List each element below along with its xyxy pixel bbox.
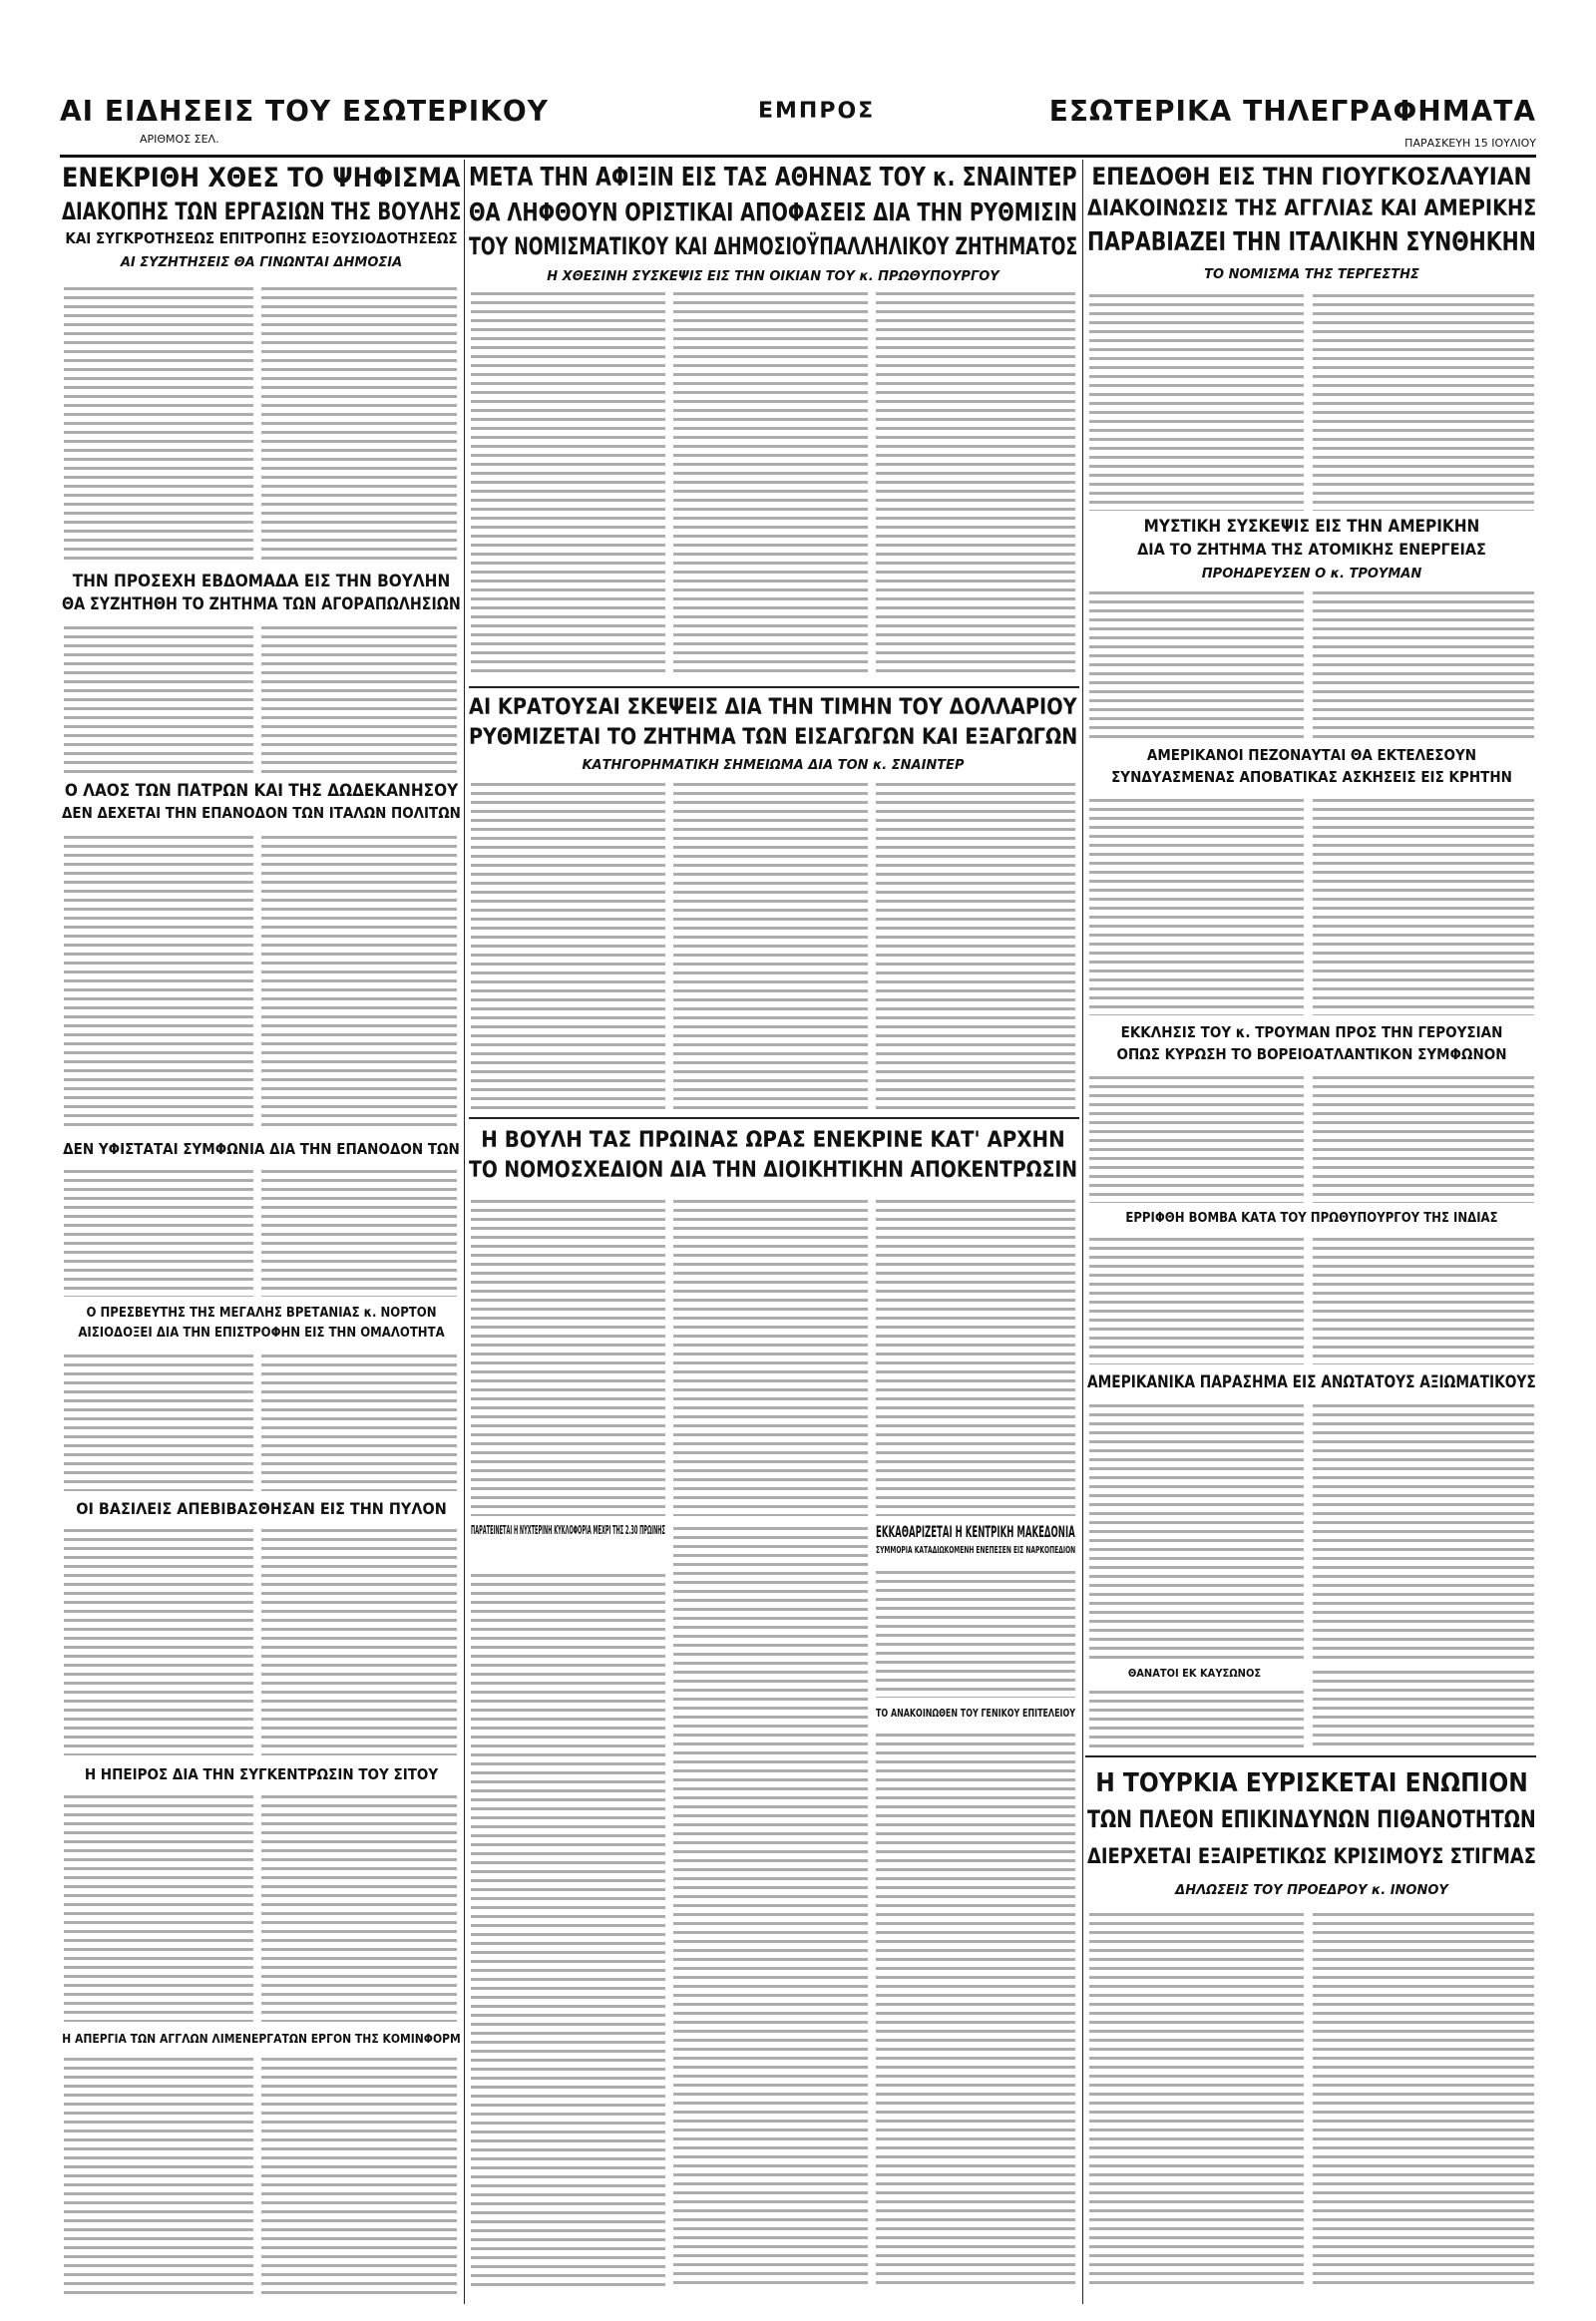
article-text <box>471 289 665 678</box>
headline-5b: ΡΥΘΜΙΖΕΤΑΙ ΤΟ ΖΗΤΗΜΑ ΤΩΝ ΕΙΣΑΓΩΓΩΝ ΚΑΙ ΕΞΑΓΩΓΩΝ <box>469 725 1078 750</box>
headline-8b: ΣΥΝΔΥΑΣΜΕΝΑΣ ΑΠΟΒΑΤΙΚΑΣ ΑΣΚΗΣΕΙΣ ΕΙΣ ΚΡΗΤΗΝ <box>1111 768 1512 786</box>
article-text <box>1313 1073 1534 1203</box>
article-text <box>1313 796 1534 1015</box>
headline-2b: ΘΑ ΛΗΦΘΟΥΝ ΟΡΙΣΤΙΚΑΙ ΑΠΟΦΑΣΕΙΣ ΔΙΑ ΤΗΝ ΡΥΘΜΙΣΙΝ <box>469 197 1078 226</box>
article-text <box>1313 1401 1534 1661</box>
headline-13b: ΑΙΣΙΟΔΟΞΕΙ ΔΙΑ ΤΗΝ ΕΠΙΣΤΡΟΦΗΝ ΕΙΣ ΤΗΝ ΟΜΑΛΟΤΗΤΑ <box>78 1326 445 1341</box>
masthead-rule <box>60 155 1536 158</box>
headline-4b: ΘΑ ΣΥΖΗΤΗΘΗ ΤΟ ΖΗΤΗΜΑ ΤΩΝ ΑΓΟΡΑΠΩΛΗΣΙΩΝ <box>62 594 461 614</box>
headline-20: Η ΤΟΥΡΚΙΑ ΕΥΡΙΣΚΕΤΑΙ ΕΝΩΠΙΟΝ <box>1095 1768 1528 1798</box>
article-text <box>261 833 457 1132</box>
article-text <box>261 1792 457 2022</box>
headline-6: ΜΥΣΤΙΚΗ ΣΥΣΚΕΨΙΣ ΕΙΣ ΤΗΝ ΑΜΕΡΙΚΗΝ <box>1143 517 1480 537</box>
headline-17: Η ΗΠΕΙΡΟΣ ΔΙΑ ΤΗΝ ΣΥΓΚΕΝΤΡΩΣΙΝ ΤΟΥ ΣΙΤΟΥ <box>84 1765 439 1783</box>
article-text <box>876 1731 1075 2289</box>
headline-12: ΕΡΡΙΦΘΗ ΒΟΜΒΑ ΚΑΤΑ ΤΟΥ ΠΡΩΘΥΠΟΥΡΓΟΥ ΤΗΣ ΙΝΔΙΑΣ <box>1125 1211 1498 1226</box>
article-text <box>1313 1910 1534 2289</box>
headline-3: ΕΠΕΔΟΘΗ ΕΙΣ ΤΗΝ ΓΙΟΥΓΚΟΣΛΑΥΙΑΝ <box>1091 163 1532 191</box>
article-text <box>876 289 1075 678</box>
subhead-3: ΤΟ ΝΟΜΙΣΜΑ ΤΗΣ ΤΕΡΓΕΣΤΗΣ <box>1204 267 1419 282</box>
subhead-20: ΔΗΛΩΣΕΙΣ ΤΟΥ ΠΡΟΕΔΡΟΥ κ. ΙΝΟΝΟΥ <box>1175 1883 1448 1898</box>
article-text <box>1313 588 1534 738</box>
article-text <box>471 780 665 1109</box>
headline-20b: ΤΩΝ ΠΛΕΟΝ ΕΠΙΚΙΝΔΥΝΩΝ ΠΙΘΑΝΟΤΗΤΩΝ <box>1087 1805 1536 1833</box>
article-text <box>471 1197 665 1516</box>
column-divider <box>1082 160 1083 2304</box>
column-divider <box>464 160 465 2304</box>
headline-2c: ΤΟΥ ΝΟΜΙΣΜΑΤΙΚΟΥ ΚΑΙ ΔΗΜΟΣΙΟΫΠΑΛΛΗΛΙΚΟΥ ΖΗΤΗΜΑΤΟΣ <box>469 232 1078 260</box>
article-text <box>876 780 1075 1109</box>
headline-8: ΑΜΕΡΙΚΑΝΟΙ ΠΕΖΟΝΑΥΤΑΙ ΘΑ ΕΚΤΕΛΕΣΟΥΝ <box>1146 746 1477 764</box>
headline-1b: ΔΙΑΚΟΠΗΣ ΤΩΝ ΕΡΓΑΣΙΩΝ ΤΗΣ ΒΟΥΛΗΣ <box>62 197 462 225</box>
headline-16: ΕΚΚΑΘΑΡΙΖΕΤΑΙ Η ΚΕΝΤΡΙΚΗ ΜΑΚΕΔΟΝΙΑ <box>876 1522 1075 1541</box>
issue-date: ΠΑΡΑΣΚΕΥΗ 15 ΙΟΥΛΙΟΥ <box>1404 137 1536 150</box>
headline-1: ΕΝΕΚΡΙΘΗ ΧΘΕΣ ΤΟ ΨΗΦΙΣΜΑ <box>62 163 461 193</box>
headline-21: ΠΑΡΑΤΕΙΝΕΤΑΙ Η ΝΥΧΤΕΡΙΝΗ ΚΥΚΛΟΦΟΡΙΑ ΜΕΧΡΙ ΤΗΣ 2.30 ΠΡΩΙΝΗΣ <box>471 1523 665 1537</box>
article-text <box>1089 1688 1304 1747</box>
subhead-2: Η ΧΘΕΣΙΝΗ ΣΥΣΚΕΨΙΣ ΕΙΣ ΤΗΝ ΟΙΚΙΑΝ ΤΟΥ κ. ΠΡΩΘΥΠΟΥΡΓΟΥ <box>547 269 999 284</box>
headline-6b: ΔΙΑ ΤΟ ΖΗΤΗΜΑ ΤΗΣ ΑΤΟΜΙΚΗΣ ΕΝΕΡΓΕΙΑΣ <box>1137 540 1486 559</box>
article-text <box>876 1197 1075 1516</box>
article-text <box>64 623 253 773</box>
headline-1c: ΚΑΙ ΣΥΓΚΡΟΤΗΣΕΩΣ ΕΠΙΤΡΟΠΗΣ ΕΞΟΥΣΙΟΔΟΤΗΣΕΩΣ <box>65 229 458 247</box>
article-text <box>1313 1668 1534 1747</box>
headline-2: ΜΕΤΑ ΤΗΝ ΑΦΙΞΙΝ ΕΙΣ ΤΑΣ ΑΘΗΝΑΣ ΤΟΥ κ. ΣΝΑΙΝΤΕΡ <box>469 163 1077 193</box>
article-text <box>1089 1235 1304 1364</box>
headline-10b: ΤΟ ΝΟΜΟΣΧΕΔΙΟΝ ΔΙΑ ΤΗΝ ΔΙΟΙΚΗΤΙΚΗΝ ΑΠΟΚΕΝΤΡΩΣΙΝ <box>469 1158 1078 1183</box>
article-text <box>64 1352 253 1491</box>
article-text <box>471 1571 665 2289</box>
article-text <box>64 833 253 1132</box>
section-rule <box>469 686 1079 688</box>
article-text <box>261 1167 457 1297</box>
article-text <box>261 2055 457 2294</box>
article-text <box>1089 588 1304 738</box>
headline-15: ΟΙ ΒΑΣΙΛΕΙΣ ΑΠΕΒΙΒΑΣΘΗΣΑΝ ΕΙΣ ΤΗΝ ΠΥΛΟΝ <box>76 1499 447 1518</box>
article-text <box>261 284 457 564</box>
article-text <box>673 289 868 678</box>
article-text <box>1089 1910 1304 2289</box>
article-text <box>673 780 868 1109</box>
headline-10: Η ΒΟΥΛΗ ΤΑΣ ΠΡΩΙΝΑΣ ΩΡΑΣ ΕΝΕΚΡΙΝΕ ΚΑΤ' ΑΡΧΗΝ <box>481 1128 1065 1153</box>
subhead-6: ΠΡΟΗΔΡΕΥΣΕΝ Ο κ. ΤΡΟΥΜΑΝ <box>1201 567 1422 581</box>
article-text <box>1089 1073 1304 1203</box>
article-text <box>1089 796 1304 1015</box>
headline-7b: ΔΕΝ ΔΕΧΕΤΑΙ ΤΗΝ ΕΠΑΝΟΔΟΝ ΤΩΝ ΙΤΑΛΩΝ ΠΟΛΙΤΩΝ <box>62 804 461 822</box>
page-number-label: ΑΡΙΘΜΟΣ ΣΕΛ. <box>140 133 219 146</box>
headline-3c: ΠΑΡΑΒΙΑΖΕΙ ΤΗΝ ΙΤΑΛΙΚΗΝ ΣΥΝΘΗΚΗΝ <box>1087 227 1536 257</box>
article-text <box>261 1352 457 1491</box>
article-text <box>64 284 253 564</box>
section-title-right: ΕΣΩΤΕΡΙΚΑ ΤΗΛΕΓΡΑΦΗΜΑΤΑ <box>1048 95 1536 128</box>
article-text <box>261 1526 457 1755</box>
headline-14: ΑΜΕΡΙΚΑΝΙΚΑ ΠΑΡΑΣΗΜΑ ΕΙΣ ΑΝΩΤΑΤΟΥΣ ΑΞΙΩΜΑΤΙΚΟΥΣ <box>1087 1372 1536 1392</box>
article-text <box>673 1524 868 2289</box>
headline-5: ΑΙ ΚΡΑΤΟΥΣΑΙ ΣΚΕΨΕΙΣ ΔΙΑ ΤΗΝ ΤΙΜΗΝ ΤΟΥ ΔΟΛΛΑΡΙΟΥ <box>469 695 1077 720</box>
section-rule <box>1085 1755 1536 1757</box>
article-text <box>1313 291 1534 511</box>
headline-22: ΘΑΝΑΤΟΙ ΕΚ ΚΑΥΣΩΝΟΣ <box>1127 1667 1262 1680</box>
headline-9: ΕΚΚΛΗΣΙΣ ΤΟΥ κ. ΤΡΟΥΜΑΝ ΠΡΟΣ ΤΗΝ ΓΕΡΟΥΣΙΑΝ <box>1120 1023 1503 1041</box>
article-text <box>261 623 457 773</box>
headline-11: ΔΕΝ ΥΦΙΣΤΑΤΑΙ ΣΥΜΦΩΝΙΑ ΔΙΑ ΤΗΝ ΕΠΑΝΟΔΟΝ ΤΩΝ <box>63 1140 460 1158</box>
article-text <box>1089 1401 1304 1661</box>
article-text <box>1313 1235 1534 1364</box>
section-title-left: ΑΙ ΕΙΔΗΣΕΙΣ ΤΟΥ ΕΣΩΤΕΡΙΚΟΥ <box>60 95 549 128</box>
article-text <box>876 1568 1075 1698</box>
article-text <box>64 1167 253 1297</box>
headline-16b: ΣΥΜΜΟΡΙΑ ΚΑΤΑΔΙΩΚΟΜΕΝΗ ΕΝΕΠΕΣΕΝ ΕΙΣ ΝΑΡΚΟΠΕΔΙΟΝ <box>876 1545 1076 1556</box>
section-rule <box>469 1117 1079 1119</box>
article-text <box>64 1792 253 2022</box>
headline-7: Ο ΛΑΟΣ ΤΩΝ ΠΑΤΡΩΝ ΚΑΙ ΤΗΣ ΔΩΔΕΚΑΝΗΣΟΥ <box>64 781 459 801</box>
article-text <box>64 2055 253 2294</box>
headline-9b: ΟΠΩΣ ΚΥΡΩΣΗ ΤΟ ΒΟΡΕΙΟΑΤΛΑΝΤΙΚΟΝ ΣΥΜΦΩΝΟΝ <box>1116 1045 1507 1063</box>
article-text <box>673 1197 868 1516</box>
headline-20c: ΔΙΕΡΧΕΤΑΙ ΕΞΑΙΡΕΤΙΚΩΣ ΚΡΙΣΙΜΟΥΣ ΣΤΙΓΜΑΣ <box>1087 1844 1536 1868</box>
subhead-1: ΑΙ ΣΥΖΗΤΗΣΕΙΣ ΘΑ ΓΙΝΩΝΤΑΙ ΔΗΜΟΣΙΑ <box>120 255 403 270</box>
article-text <box>64 1526 253 1755</box>
newspaper-title: ΕΜΠΡΟΣ <box>758 99 876 124</box>
headline-13: Ο ΠΡΕΣΒΕΥΤΗΣ ΤΗΣ ΜΕΓΑΛΗΣ ΒΡΕΤΑΝΙΑΣ κ. ΝΟΡΤΟΝ <box>86 1306 437 1321</box>
article-text <box>1089 291 1304 511</box>
headline-4: ΤΗΝ ΠΡΟΣΕΧΗ ΕΒΔΟΜΑΔΑ ΕΙΣ ΤΗΝ ΒΟΥΛΗΝ <box>72 572 451 591</box>
headline-18: ΤΟ ΑΝΑΚΟΙΝΩΘΕΝ ΤΟΥ ΓΕΝΙΚΟΥ ΕΠΙΤΕΛΕΙΟΥ <box>876 1707 1075 1720</box>
headline-19: Η ΑΠΕΡΓΙΑ ΤΩΝ ΑΓΓΛΩΝ ΛΙΜΕΝΕΡΓΑΤΩΝ ΕΡΓΟΝ ΤΗΣ ΚΟΜΙΝΦΟΡΜ <box>62 2032 461 2046</box>
masthead <box>60 95 1536 155</box>
subhead-5: ΚΑΤΗΓΟΡΗΜΑΤΙΚΗ ΣΗΜΕΙΩΜΑ ΔΙΑ ΤΟΝ κ. ΣΝΑΙΝΤΕΡ <box>582 758 965 773</box>
headline-3b: ΔΙΑΚΟΙΝΩΣΙΣ ΤΗΣ ΑΓΓΛΙΑΣ ΚΑΙ ΑΜΕΡΙΚΗΣ <box>1087 196 1537 221</box>
